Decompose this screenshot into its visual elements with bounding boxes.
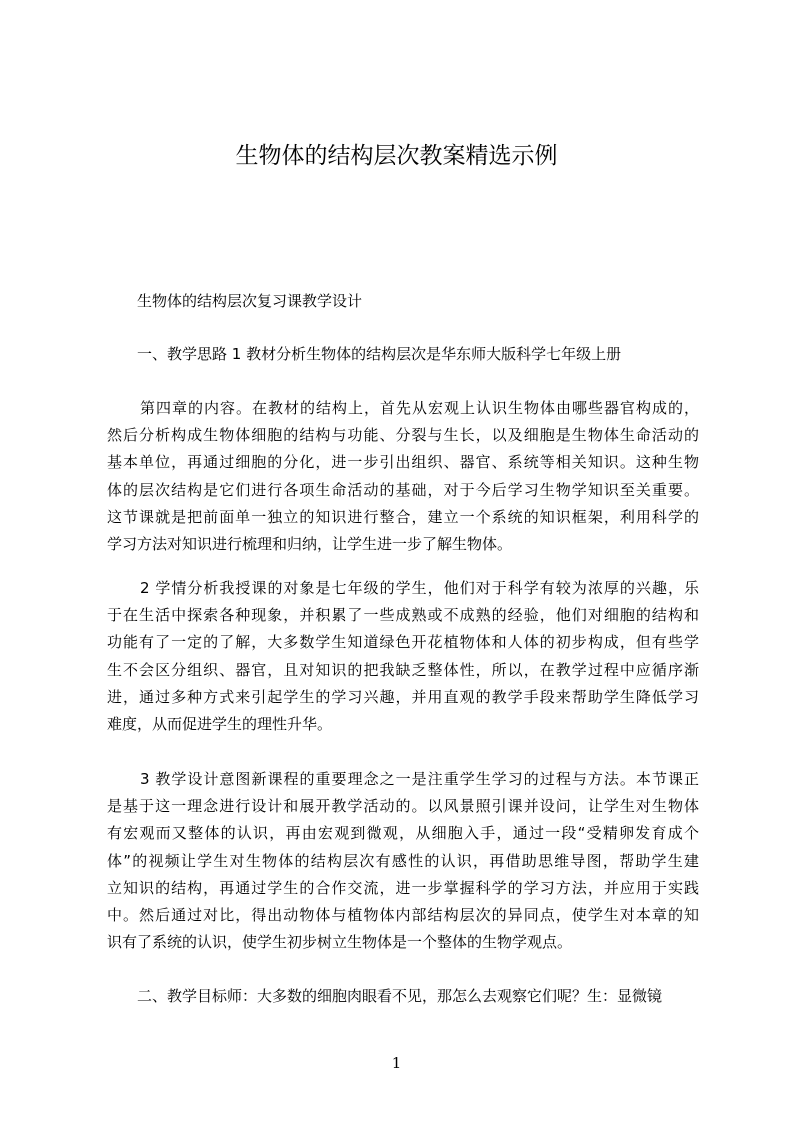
document-title: 生物体的结构层次教案精选示例 xyxy=(235,143,558,169)
paragraph-textbook-analysis xyxy=(107,398,699,561)
paragraph-line: 第四章的内容。在教材的结构上，首先从宏观上认识生物体由哪些器官构成的， xyxy=(140,399,699,417)
paragraph-line: 体的层次结构是它们进行各项生命活动的基础，对于今后学习生物学知识至关重要。 xyxy=(107,480,699,499)
paragraph-line: 功能有了一定的了解，大多数学生知道绿色开花植物体和人体的初步构成，但有些学 xyxy=(107,633,699,652)
paragraph-line: 然后分析构成生物体细胞的结构与功能、分裂与生长，以及细胞是生物体生命活动的 xyxy=(107,426,699,445)
paragraph-line: 进，通过多种方式来引起学生的学习兴趣，并用直观的教学手段来帮助学生降低学习 xyxy=(107,687,699,706)
paragraph-line: 2 学情分析我授课的对象是七年级的学生，他们对于科学有较为浓厚的兴趣，乐 xyxy=(140,579,699,597)
section-heading-teaching-approach: 一、教学思路 1 教材分析生物体的结构层次是华东师大版科学七年级上册 xyxy=(137,345,622,363)
paragraph-line: 这节课就是把前面单一独立的知识进行整合，建立一个系统的知识框架，利用科学的 xyxy=(107,507,699,526)
paragraph-line: 中。然后通过对比，得出动物体与植物体内部结构层次的异同点，使学生对本章的知 xyxy=(107,905,699,924)
section-heading-teaching-goals: 二、教学目标师：大多数的细胞肉眼看不见，那怎么去观察它们呢？生：显微镜 xyxy=(137,987,663,1005)
lesson-design-subtitle: 生物体的结构层次复习课教学设计 xyxy=(137,292,363,310)
paragraph-design-intent xyxy=(107,769,699,959)
paragraph-line: 于在生活中探索各种现象，并积累了一些成熟或不成熟的经验，他们对细胞的结构和 xyxy=(107,606,699,625)
paragraph-line: 基本单位，再通过细胞的分化，进一步引出组织、器官、系统等相关知识。这种生物 xyxy=(107,453,699,472)
paragraph-line: 生不会区分组织、器官，且对知识的把我缺乏整体性，所以，在教学过程中应循序渐 xyxy=(107,660,699,679)
paragraph-line: 立知识的结构，再通过学生的合作交流，进一步掌握科学的学习方法，并应用于实践 xyxy=(107,878,699,897)
paragraph-line: 难度，从而促进学生的理性升华。 xyxy=(107,714,333,733)
paragraph-student-analysis xyxy=(107,578,699,741)
paragraph-line: 识有了系统的认识，使学生初步树立生物体是一个整体的生物学观点。 xyxy=(107,933,573,952)
paragraph-line: 有宏观而又整体的认识，再由宏观到微观，从细胞入手，通过一段“受精卵发育成个 xyxy=(107,824,699,843)
paragraph-line: 3 教学设计意图新课程的重要理念之一是注重学生学习的过程与方法。本节课正 xyxy=(140,770,699,788)
page-number: 1 xyxy=(391,1054,402,1072)
paragraph-line: 体”的视频让学生对生物体的结构层次有感性的认识，再借助思维导图，帮助学生建 xyxy=(107,851,699,870)
paragraph-line: 是基于这一理念进行设计和展开教学活动的。以风景照引课并设问，让学生对生物体 xyxy=(107,797,699,816)
paragraph-line: 学习方法对知识进行梳理和归纳，让学生进一步了解生物体。 xyxy=(107,534,513,553)
